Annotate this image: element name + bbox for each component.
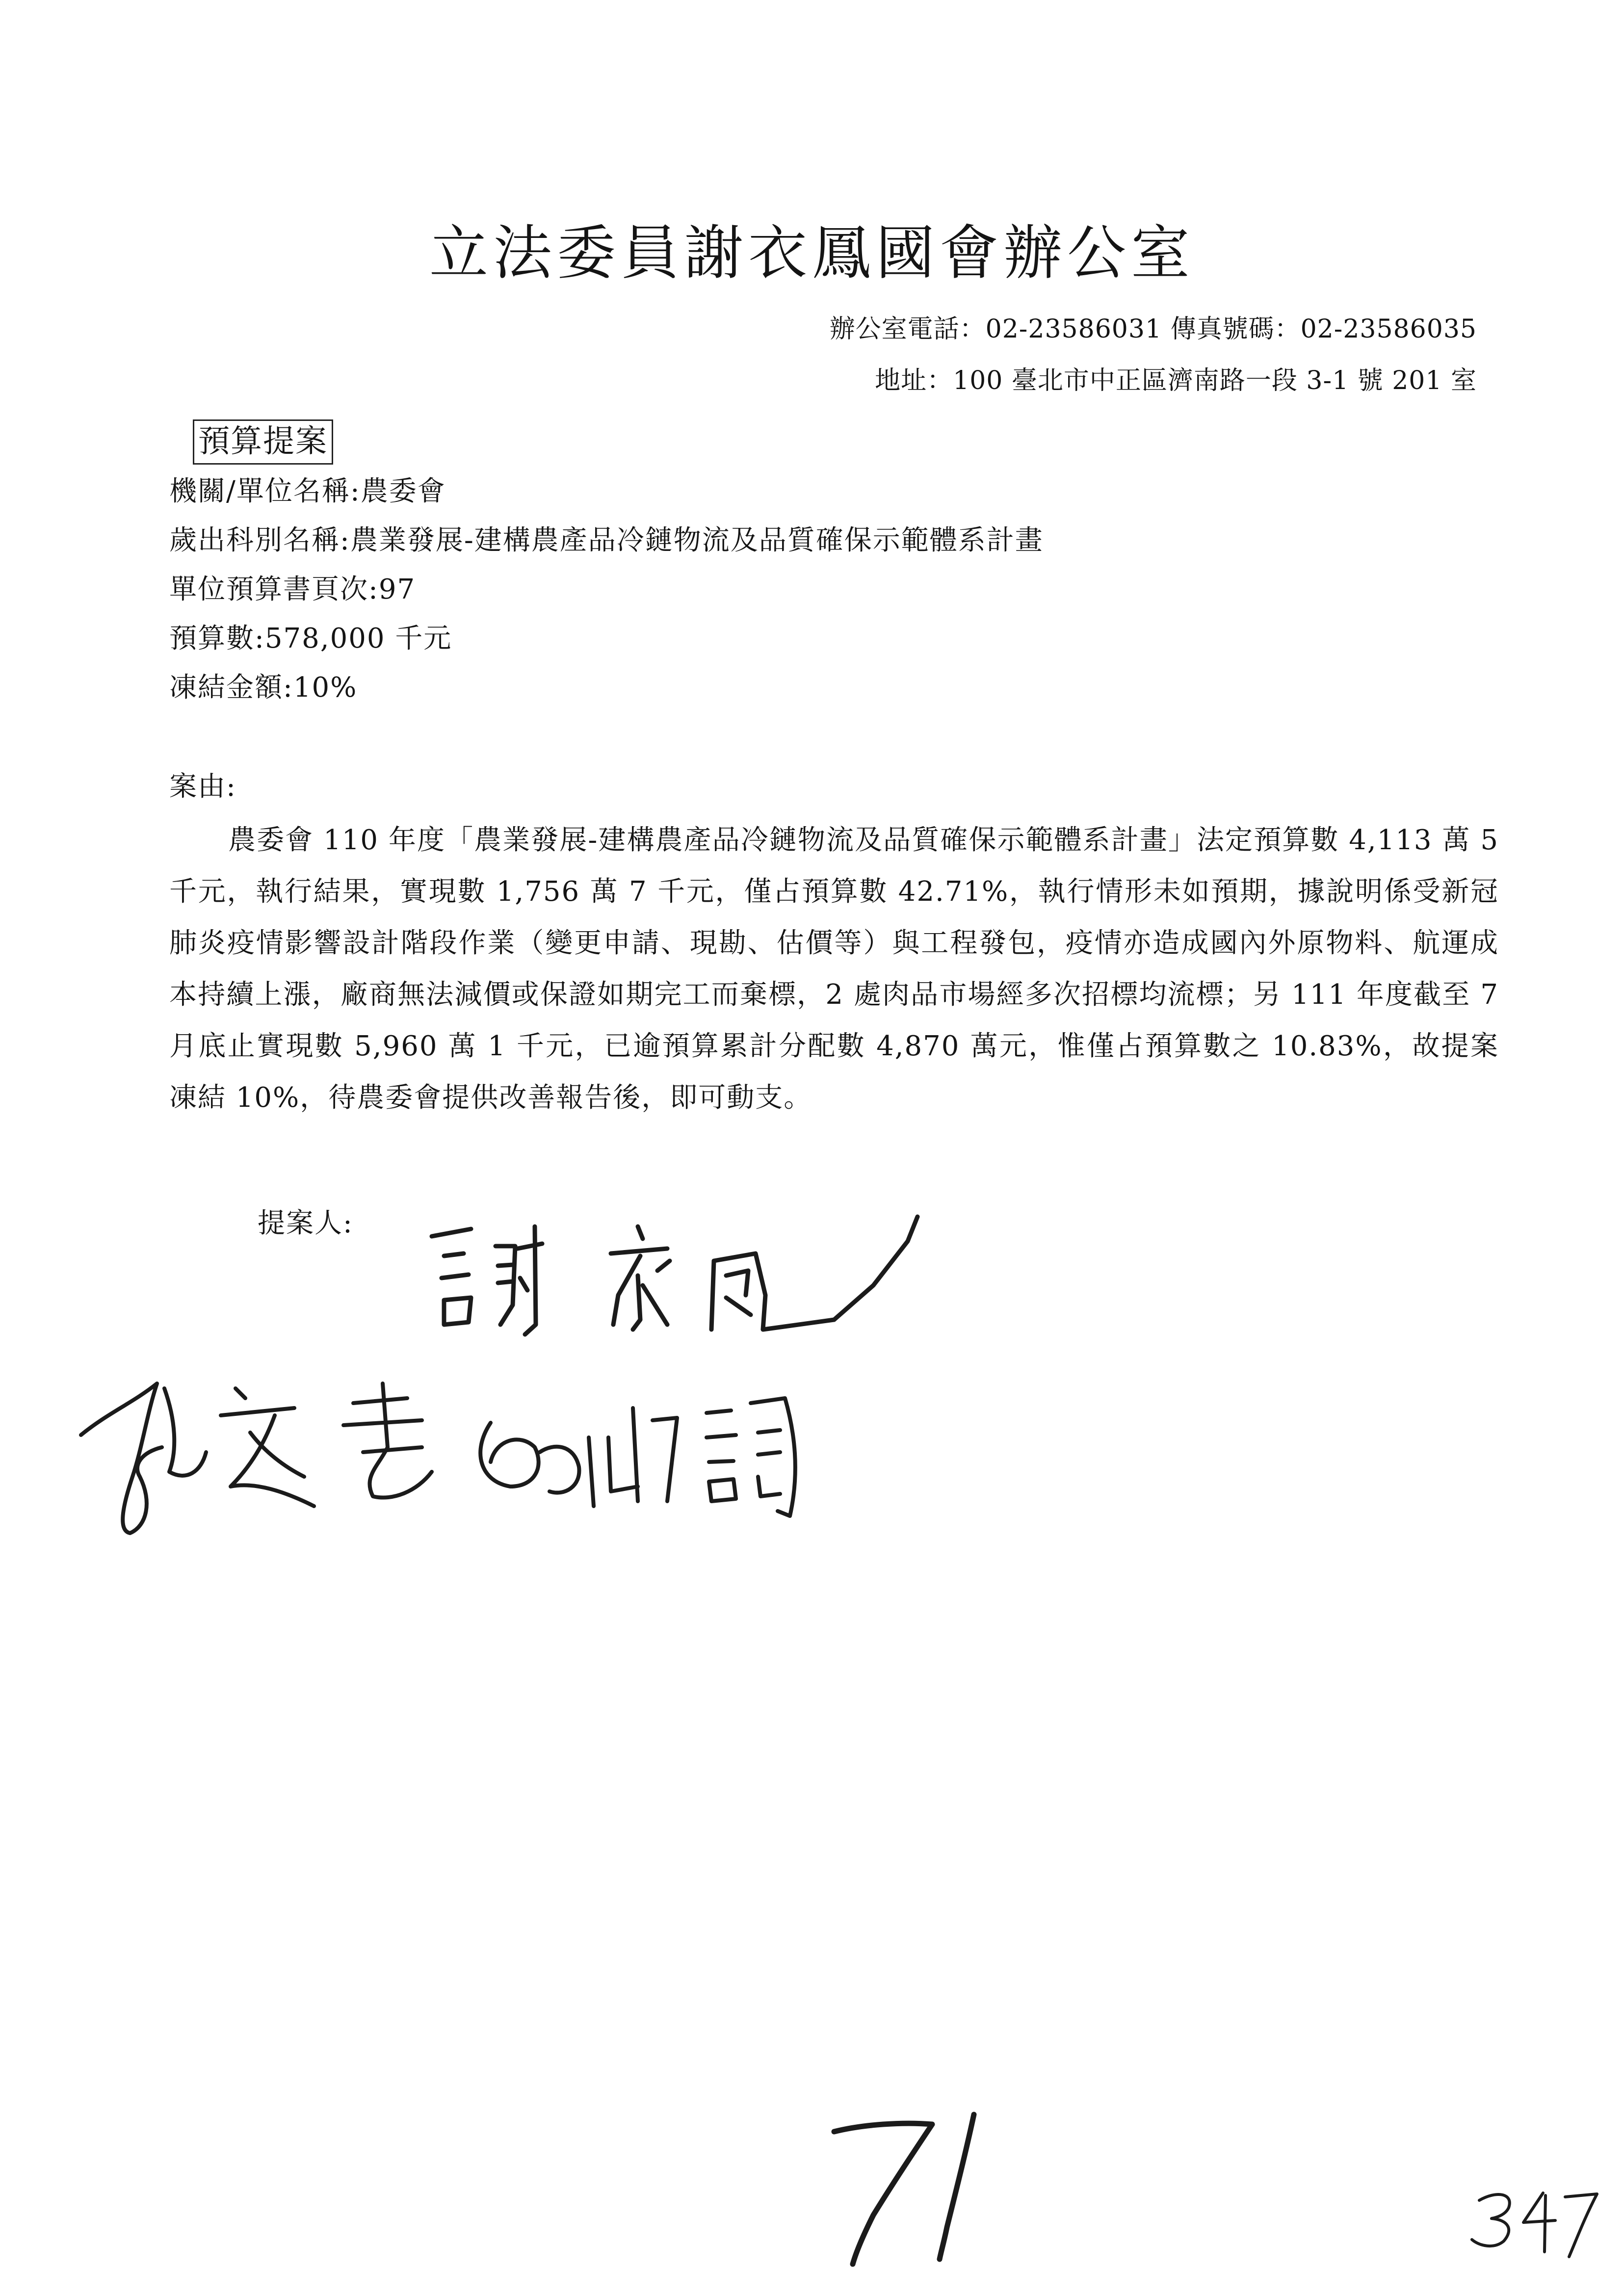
proposal-type-label: 預算提案	[193, 419, 333, 465]
field-label: 機關/單位名稱:	[169, 475, 361, 507]
field-label: 預算數:	[169, 623, 265, 654]
reason-heading: 案由:	[169, 771, 236, 803]
proposer-label: 提案人:	[258, 1207, 353, 1239]
field-value: 農委會	[360, 475, 446, 507]
field-label: 歲出科別名稱:	[169, 524, 350, 556]
field-label: 凍結金額:	[169, 672, 293, 704]
field-value: 578,000 千元	[264, 623, 452, 654]
field-value: 10%	[293, 672, 358, 704]
field-value: 97	[378, 574, 416, 605]
field-value: 農業發展-建構農產品冷鏈物流及品質確保示範體系計畫	[350, 524, 1044, 556]
field-label: 單位預算書頁次:	[169, 574, 379, 605]
office-contact-phone: 辦公室電話：02-23586031 傳真號碼：02-23586035	[829, 314, 1477, 344]
reason-body: 農委會 110 年度「農業發展-建構農產品冷鏈物流及品質確保示範體系計畫」法定預算數 4,113 萬 5 千元，執行結果，實現數 1,756 萬 7 千元，僅占預算數 42.71%，執行情形未如預期，據說明係受新冠肺炎疫情影響設計階段作業（變更申請、現勘、估價等）與工程發包，疫情亦造成國內外原物料、航運成本持續上漲，廠商無法減價或保證如期完工而棄標，2 處肉品市場經多次招標均流標；另 111 年度截至 7 月底止實現數 5,960 萬 1 千元，已逾預算累計分配數 4,870 萬元，惟僅占預算數之 10.83%，故提案凍結 10%，待農委會提供改善報告後，即可動支。	[169, 824, 1499, 1114]
office-address: 地址：100 臺北市中正區濟南路一段 3-1 號 201 室	[875, 366, 1477, 395]
office-title: 立法委員謝衣鳳國會辦公室	[429, 219, 1195, 287]
